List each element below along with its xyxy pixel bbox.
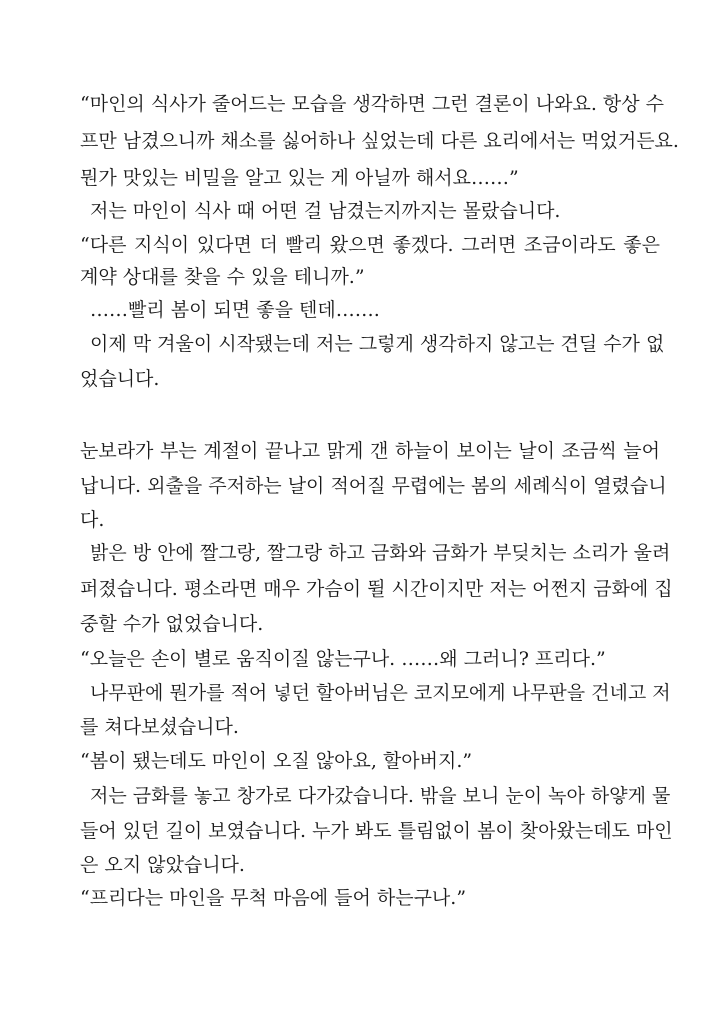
text-line: 를 쳐다보셨습니다. xyxy=(80,716,239,738)
text-line: 중할 수가 없었습니다. xyxy=(80,613,264,635)
text-line: 밝은 방 안에 짤그랑, 짤그랑 하고 금화와 금화가 부딪치는 소리가 울려 xyxy=(90,542,671,564)
text-line: “오늘은 손이 별로 움직이질 않는구나. ……왜 그러니? 프리다.” xyxy=(80,648,606,670)
text-line: 퍼졌습니다. 평소라면 매우 가슴이 뛸 시간이지만 저는 어쩐지 금화에 집 xyxy=(80,578,673,600)
text-line: 나무판에 뭔가를 적어 넣던 할아버님은 코지모에게 나무판을 건네고 저 xyxy=(90,682,671,704)
text-line: 뭔가 맛있는 비밀을 알고 있는 게 아닐까 해서요……” xyxy=(80,167,519,189)
text-line: “프리다는 마인을 무척 마음에 들어 하는구나.” xyxy=(80,887,467,909)
text-line: 계약 상대를 찾을 수 있을 테니까.” xyxy=(80,266,365,288)
text-line: 저는 금화를 놓고 창가로 다가갔습니다. 밖을 보니 눈이 녹아 하얗게 물 xyxy=(90,785,671,807)
text-line: 이제 막 겨울이 시작됐는데 저는 그렇게 생각하지 않고는 견딜 수가 없 xyxy=(90,333,665,355)
text-line: ……빨리 봄이 되면 좋을 텐데……. xyxy=(90,299,380,321)
text-line: 은 오지 않았습니다. xyxy=(80,854,245,876)
text-line: “다른 지식이 있다면 더 빨리 왔으면 좋겠다. 그러면 조금이라도 좋은 xyxy=(80,234,660,256)
text-line: 눈보라가 부는 계절이 끝나고 맑게 갠 하늘이 보이는 날이 조금씩 늘어 xyxy=(80,440,660,462)
text-line: 프만 남겼으니까 채소를 싫어하나 싶었는데 다른 요리에서는 먹었거든요. xyxy=(80,130,679,152)
text-line: “마인의 식사가 줄어드는 모습을 생각하면 그런 결론이 나와요. 항상 수 xyxy=(80,93,665,115)
text-line: 었습니다. xyxy=(80,368,160,390)
text-line: “봄이 됐는데도 마인이 오질 않아요, 할아버지.” xyxy=(80,750,473,772)
text-line: 다. xyxy=(80,509,105,531)
text-line: 들어 있던 길이 보였습니다. 누가 봐도 틀림없이 봄이 찾아왔는데도 마인 xyxy=(80,820,673,842)
text-line: 납니다. 외출을 주저하는 날이 적어질 무렵에는 봄의 세례식이 열렸습니 xyxy=(80,475,667,497)
text-line: 저는 마인이 식사 때 어떤 걸 남겼는지까지는 몰랐습니다. xyxy=(90,200,561,222)
